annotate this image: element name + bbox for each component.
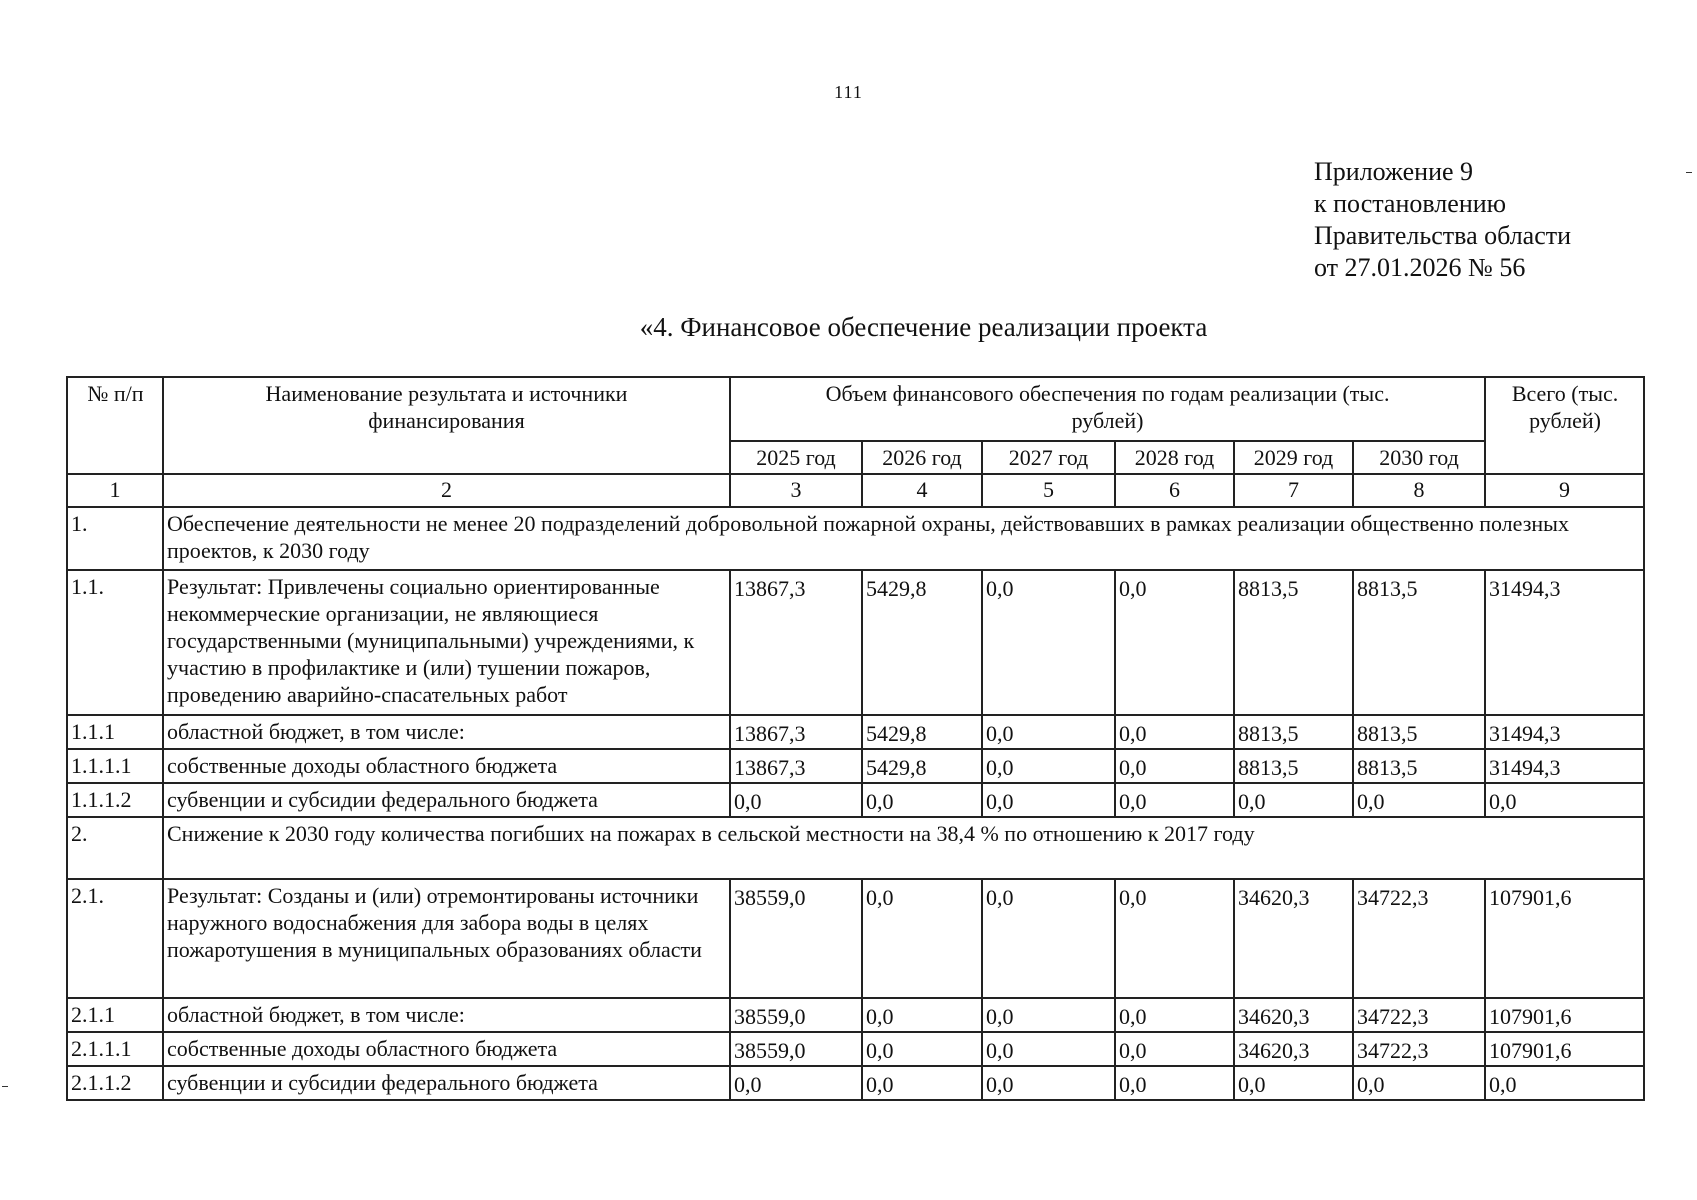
row-total: 107901,6 [1485, 1032, 1644, 1066]
appendix-line: от 27.01.2026 № 56 [1314, 253, 1526, 282]
column-number: 6 [1115, 474, 1234, 507]
row-name: субвенции и субсидии федерального бюджета [163, 1066, 730, 1100]
table-row [67, 783, 1644, 817]
appendix-line: Правительства области [1314, 221, 1572, 250]
column-number: 1 [67, 474, 163, 507]
row-value: 0,0 [1115, 570, 1234, 715]
financing-table [66, 376, 1645, 1101]
column-number: 5 [982, 474, 1115, 507]
row-code: 2.1.1.1 [67, 1032, 163, 1066]
row-value: 0,0 [1353, 783, 1485, 817]
row-value: 0,0 [982, 1066, 1115, 1100]
row-value: 8813,5 [1353, 715, 1485, 749]
row-code: 1. [67, 507, 163, 570]
row-code: 1.1.1 [67, 715, 163, 749]
column-number: 8 [1353, 474, 1485, 507]
row-value: 38559,0 [730, 879, 862, 998]
row-value: 8813,5 [1234, 749, 1353, 783]
row-value: 34722,3 [1353, 1032, 1485, 1066]
row-code: 2. [67, 817, 163, 879]
row-value: 0,0 [1115, 749, 1234, 783]
row-value: 0,0 [1115, 783, 1234, 817]
row-value: 0,0 [862, 1066, 982, 1100]
row-total: 107901,6 [1485, 879, 1644, 998]
section-row [67, 507, 1644, 570]
column-number: 7 [1234, 474, 1353, 507]
row-value: 0,0 [1115, 1066, 1234, 1100]
row-value: 0,0 [862, 879, 982, 998]
row-value: 0,0 [1234, 1066, 1353, 1100]
row-value: 34620,3 [1234, 1032, 1353, 1066]
column-number: 3 [730, 474, 862, 507]
row-value: 5429,8 [862, 749, 982, 783]
margin-mark [1686, 172, 1692, 173]
section-row [67, 817, 1644, 879]
table-row [67, 998, 1644, 1032]
row-value: 34722,3 [1353, 879, 1485, 998]
row-value: 38559,0 [730, 998, 862, 1032]
row-code: 2.1. [67, 879, 163, 998]
row-name: собственные доходы областного бюджета [163, 749, 730, 783]
row-value: 0,0 [1234, 783, 1353, 817]
row-value: 0,0 [862, 1032, 982, 1066]
header-year: 2027 год [982, 441, 1115, 474]
header-volume: Объем финансового обеспечения по годам реализации (тыс. рублей) [730, 377, 1485, 441]
row-value: 8813,5 [1234, 570, 1353, 715]
appendix-line: Приложение 9 [1314, 157, 1474, 186]
row-name: областной бюджет, в том числе: [163, 715, 730, 749]
row-value: 0,0 [982, 998, 1115, 1032]
row-name: областной бюджет, в том числе: [163, 998, 730, 1032]
row-value: 0,0 [982, 715, 1115, 749]
appendix-header [1314, 156, 1571, 284]
row-value: 8813,5 [1353, 749, 1485, 783]
table-row [67, 749, 1644, 783]
table-row [67, 570, 1644, 715]
header-year: 2026 год [862, 441, 982, 474]
row-code: 2.1.1.2 [67, 1066, 163, 1100]
row-code: 2.1.1 [67, 998, 163, 1032]
row-name: Результат: Привлечены социально ориентированные некоммерческие организации, не являющиеся государственными (муниципальными) учреждениями, к участию в профилактике и (или) тушении пожаров, проведению аварийно-спасательных работ [163, 570, 730, 715]
header-name: Наименование результата и источники финансирования [163, 377, 730, 474]
row-code: 1.1.1.2 [67, 783, 163, 817]
row-value: 0,0 [1115, 879, 1234, 998]
header-year: 2028 год [1115, 441, 1234, 474]
row-value: 34620,3 [1234, 998, 1353, 1032]
page-number: 111 [834, 82, 863, 102]
row-value: 8813,5 [1234, 715, 1353, 749]
row-value: 0,0 [862, 998, 982, 1032]
row-value: 0,0 [982, 879, 1115, 998]
row-value: 5429,8 [862, 715, 982, 749]
row-value: 13867,3 [730, 715, 862, 749]
header-year: 2029 год [1234, 441, 1353, 474]
table-row [67, 1066, 1644, 1100]
row-value: 0,0 [982, 783, 1115, 817]
row-value: 13867,3 [730, 570, 862, 715]
table-row [67, 1032, 1644, 1066]
header-year: 2030 год [1353, 441, 1485, 474]
row-value: 0,0 [1115, 998, 1234, 1032]
row-value: 0,0 [730, 1066, 862, 1100]
appendix-line: к постановлению [1314, 189, 1507, 218]
row-total: 107901,6 [1485, 998, 1644, 1032]
row-code: 1.1. [67, 570, 163, 715]
table-row [67, 879, 1644, 998]
margin-mark [2, 1086, 8, 1087]
row-name: субвенции и субсидии федерального бюджета [163, 783, 730, 817]
row-value: 34722,3 [1353, 998, 1485, 1032]
column-number-row [67, 474, 1644, 507]
header-total: Всего (тыс. рублей) [1485, 377, 1644, 474]
row-total: 31494,3 [1485, 749, 1644, 783]
column-number: 9 [1485, 474, 1644, 507]
column-number: 2 [163, 474, 730, 507]
header-year: 2025 год [730, 441, 862, 474]
row-total: 31494,3 [1485, 715, 1644, 749]
document-title: «4. Финансовое обеспечение реализации проекта [639, 312, 1208, 342]
row-code: 1.1.1.1 [67, 749, 163, 783]
column-number: 4 [862, 474, 982, 507]
row-name: Результат: Созданы и (или) отремонтированы источники наружного водоснабжения для забора воды в целях пожаротушения в муниципальных образованиях области [163, 879, 730, 998]
row-value: 0,0 [982, 1032, 1115, 1066]
row-name: собственные доходы областного бюджета [163, 1032, 730, 1066]
row-value: 0,0 [1115, 715, 1234, 749]
row-value: 0,0 [982, 570, 1115, 715]
row-value: 34620,3 [1234, 879, 1353, 998]
row-value: 5429,8 [862, 570, 982, 715]
row-total: 0,0 [1485, 1066, 1644, 1100]
section-title: Снижение к 2030 году количества погибших на пожарах в сельской местности на 38,4 % по отношению к 2017 году [163, 817, 1644, 879]
row-value: 0,0 [982, 749, 1115, 783]
row-value: 0,0 [862, 783, 982, 817]
header-num: № п/п [67, 377, 163, 474]
row-value: 13867,3 [730, 749, 862, 783]
row-total: 31494,3 [1485, 570, 1644, 715]
row-value: 0,0 [1353, 1066, 1485, 1100]
row-value: 38559,0 [730, 1032, 862, 1066]
row-value: 8813,5 [1353, 570, 1485, 715]
table-row [67, 715, 1644, 749]
row-value: 0,0 [1115, 1032, 1234, 1066]
row-value: 0,0 [730, 783, 862, 817]
row-total: 0,0 [1485, 783, 1644, 817]
section-title: Обеспечение деятельности не менее 20 подразделений добровольной пожарной охраны, действовавших в рамках реализации общественно полезных проектов, к 2030 году [163, 507, 1644, 570]
